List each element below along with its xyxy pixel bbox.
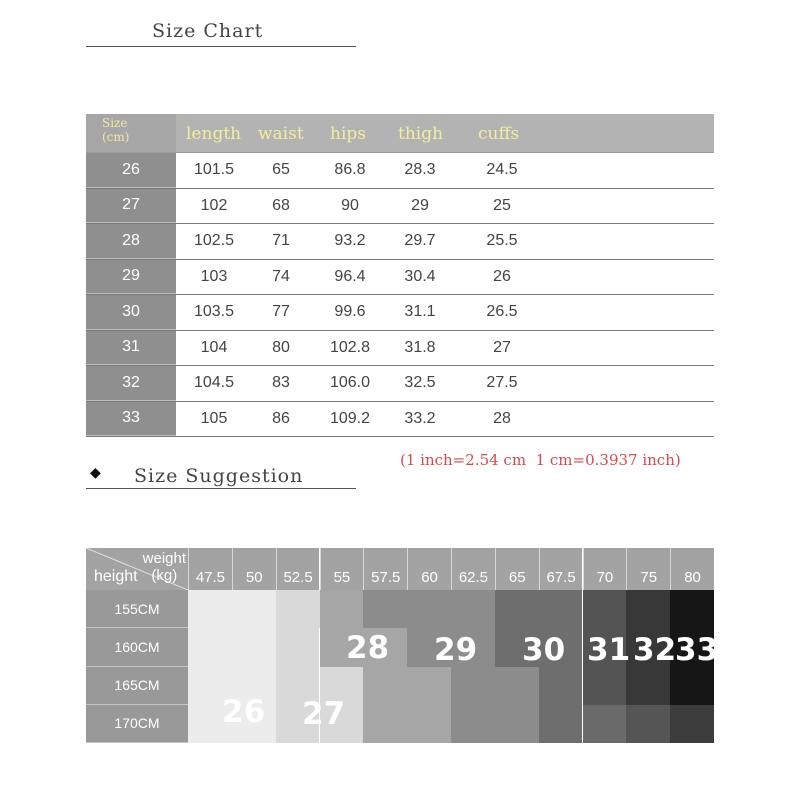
weight-header-cell: 70	[583, 548, 627, 590]
table-row	[86, 295, 714, 331]
weight-header-cell: 75	[626, 548, 670, 590]
measurement-cell: 28	[493, 409, 511, 427]
size-cell: 30	[86, 295, 176, 330]
measurement-cell: 33.2	[404, 409, 436, 427]
measurement-cell: 105	[200, 409, 228, 427]
measurement-cell: 74	[272, 267, 290, 285]
measurement-cell: 101.5	[193, 161, 235, 179]
height-axis-label: height	[94, 568, 138, 585]
measurement-cell: 86	[272, 409, 290, 427]
measurement-cell: 25.5	[486, 232, 518, 250]
measurement-cell: 26	[493, 267, 511, 285]
measurement-cell: 32.5	[404, 374, 436, 392]
size-block-32	[626, 705, 670, 743]
measurement-cell: 93.2	[334, 232, 366, 250]
measurement-cell: 106.0	[329, 374, 371, 392]
measurement-cell: 83	[272, 374, 290, 392]
size-block-29	[451, 667, 539, 744]
size-cell: 33	[86, 402, 176, 437]
size-block-33	[670, 705, 714, 743]
weight-header-cell: 57.5	[363, 548, 407, 590]
weight-header-cell: 65	[495, 548, 539, 590]
measurement-cell: 104.5	[193, 374, 235, 392]
table-row	[86, 331, 714, 367]
measurement-cell: 71	[272, 232, 290, 250]
size-chart-body	[86, 153, 714, 437]
measurement-cell: 26.5	[486, 303, 518, 321]
measurement-cell: 28.3	[404, 161, 436, 179]
weight-header-cell: 55	[320, 548, 364, 590]
size-label-27: 27	[302, 696, 346, 732]
measurement-cell: 80	[272, 338, 290, 356]
weight-header-cell: 67.5	[539, 548, 583, 590]
size-chart-title-rule	[86, 46, 356, 47]
size-suggestion-title: Size Suggestion	[134, 465, 304, 487]
size-block-28	[363, 667, 451, 744]
size-block-27	[276, 628, 320, 666]
table-row	[86, 402, 714, 438]
measurement-cell: 90	[341, 196, 359, 214]
weight-header-cell: 60	[407, 548, 451, 590]
height-cell: 165CM	[86, 667, 188, 705]
measurement-cell: 68	[272, 196, 290, 214]
measurement-cell: 29.7	[404, 232, 436, 250]
table-row	[86, 366, 714, 402]
column-cuffs: cuffs	[478, 124, 520, 144]
measurement-cell: 102.5	[193, 232, 235, 250]
measurement-cell: 86.8	[334, 161, 366, 179]
size-cell: 27	[86, 189, 176, 224]
size-label-28: 28	[346, 630, 390, 666]
size-block-29	[363, 590, 495, 628]
weight-header-cell: 52.5	[276, 548, 320, 590]
measurement-cell: 30.4	[404, 267, 436, 285]
size-block-31	[583, 705, 627, 743]
column-thigh: thigh	[398, 124, 444, 144]
size-suggestion-title-rule	[86, 488, 356, 489]
size-label: Size	[102, 116, 128, 130]
weight-header-cell: 47.5	[188, 548, 232, 590]
size-chart-table	[86, 114, 714, 437]
size-cell: 28	[86, 224, 176, 259]
measurement-cell: 96.4	[334, 267, 366, 285]
measurement-cell: 27.5	[486, 374, 518, 392]
measurement-cell: 104	[200, 338, 228, 356]
weight-header-cell: 50	[232, 548, 276, 590]
weight-unit-label: (kg)	[151, 567, 178, 584]
size-block-30	[539, 667, 583, 744]
size-chart-header	[86, 114, 714, 153]
size-label-32: 32	[633, 632, 677, 668]
size-cell: 29	[86, 260, 176, 295]
height-cell: 170CM	[86, 705, 188, 743]
size-chart-title: Size Chart	[152, 20, 264, 42]
measurement-cell: 31.1	[404, 303, 436, 321]
measurement-cell: 102	[200, 196, 228, 214]
weight-label: weight	[142, 550, 186, 567]
size-suggestion-grid	[86, 548, 719, 743]
height-cell: 155CM	[86, 590, 188, 628]
weight-header-cell: 80	[670, 548, 714, 590]
measurement-cell: 25	[493, 196, 511, 214]
height-cell: 160CM	[86, 628, 188, 666]
table-row	[86, 189, 714, 225]
column-hips: hips	[330, 124, 366, 144]
measurement-cell: 109.2	[329, 409, 371, 427]
unit-conversion-note: (1 inch=2.54 cm 1 cm=0.3937 inch)	[400, 451, 681, 469]
measurement-cell: 103.5	[193, 303, 235, 321]
measurement-cell: 31.8	[404, 338, 436, 356]
column-waist: waist	[258, 124, 304, 144]
table-row	[86, 224, 714, 260]
unit-label: (cm)	[102, 130, 130, 144]
table-row	[86, 153, 714, 189]
size-cell: 32	[86, 366, 176, 401]
weight-height-corner	[86, 548, 188, 590]
measurement-cell: 65	[272, 161, 290, 179]
size-label-31: 31	[587, 632, 631, 668]
size-cell: 31	[86, 331, 176, 366]
measurement-cell: 103	[200, 267, 228, 285]
size-label-33: 33	[675, 632, 719, 668]
measurement-cell: 27	[493, 338, 511, 356]
size-label-30: 30	[522, 632, 566, 668]
table-row	[86, 260, 714, 296]
measurement-cell: 102.8	[329, 338, 371, 356]
measurement-cell: 24.5	[486, 161, 518, 179]
measurement-cell: 29	[411, 196, 429, 214]
column-length: length	[186, 124, 242, 144]
weight-header-cell: 62.5	[451, 548, 495, 590]
measurement-cell: 99.6	[334, 303, 366, 321]
diamond-bullet-icon: ◆	[90, 464, 101, 480]
size-label-26: 26	[222, 694, 266, 730]
size-label-29: 29	[434, 632, 478, 668]
size-cell: 26	[86, 153, 176, 188]
measurement-cell: 77	[272, 303, 290, 321]
weight-axis-label	[143, 550, 186, 584]
size-unit-label	[86, 114, 176, 152]
